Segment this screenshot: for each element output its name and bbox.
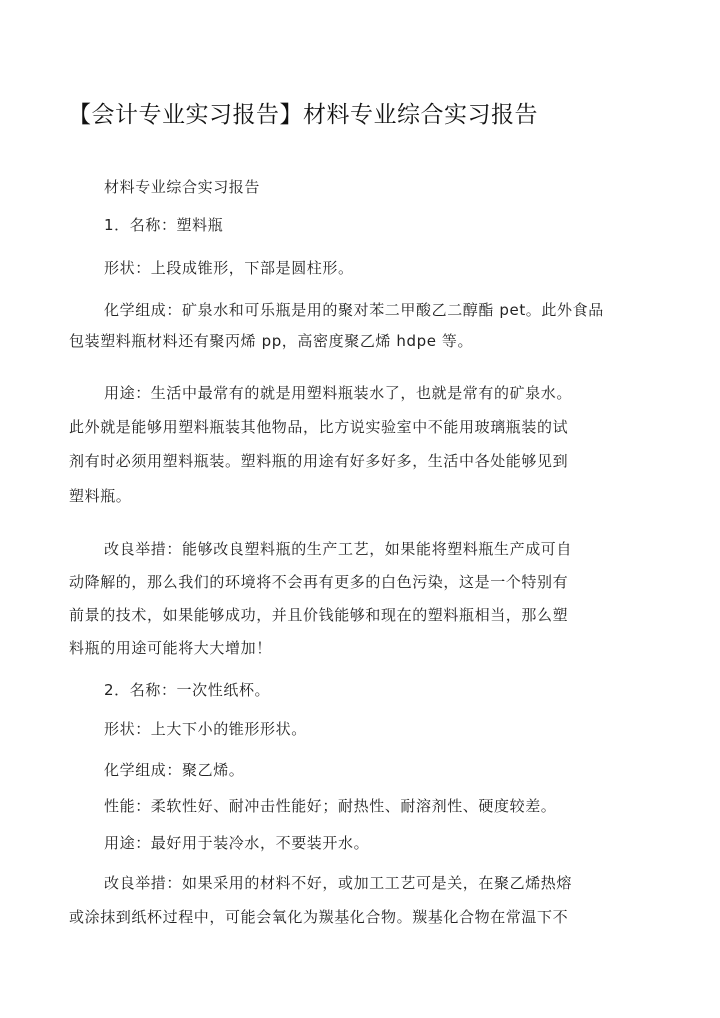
- paragraph-line: 料瓶的用途可能将大大增加！: [69, 639, 272, 657]
- subtitle-line: 材料专业综合实习报告: [104, 178, 261, 196]
- paragraph-line: 动降解的，那么我们的环境将不会再有更多的白色污染，这是一个特别有: [69, 573, 569, 591]
- paragraph-line: 此外就是能够用塑料瓶装其他物品，比方说实验室中不能用玻璃瓶装的试: [69, 418, 569, 436]
- item-1-heading: 1．名称：塑料瓶: [104, 216, 224, 234]
- paragraph-line: 塑料瓶。: [69, 487, 132, 505]
- paragraph-line: 前景的技术，如果能够成功，并且价钱能够和现在的塑料瓶相当，那么塑: [69, 606, 569, 624]
- paragraph-line: 剂有时必须用塑料瓶装。塑料瓶的用途有好多好多，生活中各处能够见到: [69, 452, 569, 470]
- paragraph-line: 用途：生活中最常有的就是用塑料瓶装水了，也就是常有的矿泉水。: [104, 384, 573, 402]
- document-title: 【会计专业实习报告】材料专业综合实习报告: [68, 102, 538, 128]
- paragraph-line: 包装塑料瓶材料还有聚丙烯 pp，高密度聚乙烯 hdpe 等。: [69, 332, 474, 350]
- paragraph-line: 用途：最好用于装冷水，不要装开水。: [104, 834, 370, 852]
- paragraph-line: 形状：上大下小的锥形形状。: [104, 720, 307, 738]
- paragraph-line: 性能：柔软性好、耐冲击性能好；耐热性、耐溶剂性、硬度较差。: [104, 797, 557, 815]
- paragraph-line: 或涂抹到纸杯过程中，可能会氧化为羰基化合物。羰基化合物在常温下不: [69, 908, 569, 926]
- paragraph-line: 形状：上段成锥形，下部是圆柱形。: [104, 259, 354, 277]
- paragraph-line: 改良举措：能够改良塑料瓶的生产工艺，如果能将塑料瓶生产成可自: [104, 540, 573, 558]
- paragraph-line: 改良举措：如果采用的材料不好，或加工工艺可是关，在聚乙烯热熔: [104, 874, 573, 892]
- paragraph-line: 化学组成：矿泉水和可乐瓶是用的聚对苯二甲酸乙二醇酯 pet。此外食品: [104, 301, 604, 319]
- item-2-heading: 2．名称：一次性纸杯。: [104, 681, 271, 699]
- paragraph-line: 化学组成：聚乙烯。: [104, 761, 245, 779]
